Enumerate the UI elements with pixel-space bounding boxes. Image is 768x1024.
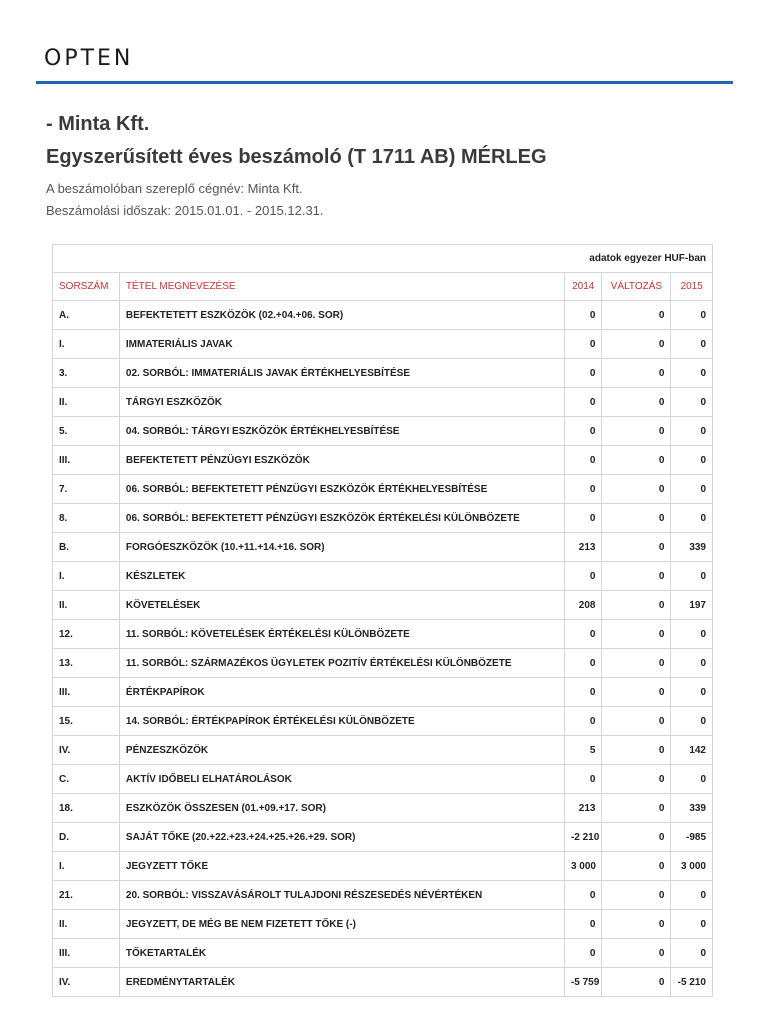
row-name: 04. SORBÓL: TÁRGYI ESZKÖZÖK ÉRTÉKHELYESBÍTÉSE xyxy=(119,417,564,446)
row-value-2014: -2 210 xyxy=(564,823,602,852)
row-change: 0 xyxy=(602,301,671,330)
row-value-2014: 0 xyxy=(564,649,602,678)
row-name: BEFEKTETETT ESZKÖZÖK (02.+04.+06. SOR) xyxy=(119,301,564,330)
table-row xyxy=(53,939,713,968)
row-value-2015: 0 xyxy=(671,678,713,707)
row-value-2015: 0 xyxy=(671,388,713,417)
table-row xyxy=(53,388,713,417)
table-row xyxy=(53,649,713,678)
row-change: 0 xyxy=(602,417,671,446)
row-name: 14. SORBÓL: ÉRTÉKPAPÍROK ÉRTÉKELÉSI KÜLÖNBÖZETE xyxy=(119,707,564,736)
row-value-2014: 0 xyxy=(564,620,602,649)
row-code: III. xyxy=(53,446,120,475)
row-change: 0 xyxy=(602,823,671,852)
header-change: VÁLTOZÁS xyxy=(602,273,671,301)
row-change: 0 xyxy=(602,968,671,997)
row-code: III. xyxy=(53,939,120,968)
header-year-2015: 2015 xyxy=(671,273,713,301)
row-value-2014: 0 xyxy=(564,330,602,359)
row-value-2015: 0 xyxy=(671,707,713,736)
row-change: 0 xyxy=(602,649,671,678)
row-value-2015: 0 xyxy=(671,649,713,678)
unit-note-row xyxy=(53,245,713,273)
row-value-2015: 0 xyxy=(671,359,713,388)
row-name: KÖVETELÉSEK xyxy=(119,591,564,620)
row-change: 0 xyxy=(602,388,671,417)
row-code: I. xyxy=(53,330,120,359)
header-year-2014: 2014 xyxy=(564,273,602,301)
table-row xyxy=(53,736,713,765)
row-name: IMMATERIÁLIS JAVAK xyxy=(119,330,564,359)
row-code: 5. xyxy=(53,417,120,446)
row-name: 20. SORBÓL: VISSZAVÁSÁROLT TULAJDONI RÉSZESEDÉS NÉVÉRTÉKEN xyxy=(119,881,564,910)
row-code: B. xyxy=(53,533,120,562)
row-change: 0 xyxy=(602,533,671,562)
row-name: TÁRGYI ESZKÖZÖK xyxy=(119,388,564,417)
row-change: 0 xyxy=(602,591,671,620)
table-row xyxy=(53,881,713,910)
row-code: II. xyxy=(53,910,120,939)
row-value-2014: 213 xyxy=(564,794,602,823)
row-value-2015: -985 xyxy=(671,823,713,852)
company-heading: - Minta Kft. xyxy=(46,113,150,135)
row-change: 0 xyxy=(602,852,671,881)
table-row xyxy=(53,823,713,852)
row-value-2014: 213 xyxy=(564,533,602,562)
row-value-2015: 0 xyxy=(671,330,713,359)
balance-sheet-table xyxy=(52,244,713,997)
row-name: 06. SORBÓL: BEFEKTETETT PÉNZÜGYI ESZKÖZÖK ÉRTÉKELÉSI KÜLÖNBÖZETE xyxy=(119,504,564,533)
table-row xyxy=(53,359,713,388)
row-change: 0 xyxy=(602,504,671,533)
row-value-2014: 0 xyxy=(564,678,602,707)
row-name: 06. SORBÓL: BEFEKTETETT PÉNZÜGYI ESZKÖZÖK ÉRTÉKHELYESBÍTÉSE xyxy=(119,475,564,504)
row-code: A. xyxy=(53,301,120,330)
row-name: TŐKETARTALÉK xyxy=(119,939,564,968)
row-value-2015: 0 xyxy=(671,881,713,910)
row-value-2015: 0 xyxy=(671,504,713,533)
row-value-2015: 0 xyxy=(671,446,713,475)
row-value-2015: 0 xyxy=(671,939,713,968)
row-value-2014: 3 000 xyxy=(564,852,602,881)
row-change: 0 xyxy=(602,562,671,591)
row-code: D. xyxy=(53,823,120,852)
row-value-2015: 0 xyxy=(671,620,713,649)
table-body xyxy=(53,301,713,997)
row-name: JEGYZETT, DE MÉG BE NEM FIZETETT TŐKE (-) xyxy=(119,910,564,939)
row-code: 12. xyxy=(53,620,120,649)
row-change: 0 xyxy=(602,707,671,736)
table-row xyxy=(53,968,713,997)
row-code: II. xyxy=(53,388,120,417)
row-code: I. xyxy=(53,852,120,881)
row-name: AKTÍV IDŐBELI ELHATÁROLÁSOK xyxy=(119,765,564,794)
row-value-2014: -5 759 xyxy=(564,968,602,997)
row-value-2015: 197 xyxy=(671,591,713,620)
company-name-line xyxy=(46,181,303,196)
opten-logo: OPTEN xyxy=(44,46,134,71)
row-change: 0 xyxy=(602,881,671,910)
row-value-2014: 0 xyxy=(564,562,602,591)
table-row xyxy=(53,707,713,736)
period-line xyxy=(46,203,324,218)
table-row xyxy=(53,475,713,504)
row-value-2014: 0 xyxy=(564,417,602,446)
table-row xyxy=(53,417,713,446)
row-code: III. xyxy=(53,678,120,707)
row-name: PÉNZESZKÖZÖK xyxy=(119,736,564,765)
row-value-2015: 0 xyxy=(671,417,713,446)
row-change: 0 xyxy=(602,620,671,649)
row-value-2015: 339 xyxy=(671,533,713,562)
row-value-2015: 142 xyxy=(671,736,713,765)
row-change: 0 xyxy=(602,939,671,968)
table-row xyxy=(53,533,713,562)
table-row xyxy=(53,765,713,794)
row-code: 13. xyxy=(53,649,120,678)
row-value-2015: 0 xyxy=(671,910,713,939)
row-name: ESZKÖZÖK ÖSSZESEN (01.+09.+17. SOR) xyxy=(119,794,564,823)
row-code: 8. xyxy=(53,504,120,533)
row-value-2015: 0 xyxy=(671,765,713,794)
table-header-row xyxy=(53,273,713,301)
row-value-2015: 0 xyxy=(671,562,713,591)
row-value-2014: 0 xyxy=(564,301,602,330)
row-code: 7. xyxy=(53,475,120,504)
row-code: 15. xyxy=(53,707,120,736)
table-row xyxy=(53,301,713,330)
row-value-2014: 0 xyxy=(564,707,602,736)
row-value-2014: 0 xyxy=(564,939,602,968)
row-value-2014: 0 xyxy=(564,881,602,910)
row-value-2015: -5 210 xyxy=(671,968,713,997)
row-value-2014: 0 xyxy=(564,388,602,417)
row-code: C. xyxy=(53,765,120,794)
row-change: 0 xyxy=(602,330,671,359)
row-name: BEFEKTETETT PÉNZÜGYI ESZKÖZÖK xyxy=(119,446,564,475)
row-name: 02. SORBÓL: IMMATERIÁLIS JAVAK ÉRTÉKHELYESBÍTÉSE xyxy=(119,359,564,388)
row-value-2014: 5 xyxy=(564,736,602,765)
row-name: FORGÓESZKÖZÖK (10.+11.+14.+16. SOR) xyxy=(119,533,564,562)
row-name: KÉSZLETEK xyxy=(119,562,564,591)
row-code: I. xyxy=(53,562,120,591)
row-code: 3. xyxy=(53,359,120,388)
row-value-2014: 0 xyxy=(564,475,602,504)
row-change: 0 xyxy=(602,446,671,475)
row-change: 0 xyxy=(602,359,671,388)
table-row xyxy=(53,852,713,881)
balance-sheet-table-wrap xyxy=(52,244,713,997)
row-value-2014: 0 xyxy=(564,359,602,388)
table-row xyxy=(53,330,713,359)
row-value-2015: 339 xyxy=(671,794,713,823)
row-change: 0 xyxy=(602,910,671,939)
row-change: 0 xyxy=(602,765,671,794)
row-code: 21. xyxy=(53,881,120,910)
row-value-2014: 0 xyxy=(564,765,602,794)
table-row xyxy=(53,620,713,649)
row-value-2014: 0 xyxy=(564,504,602,533)
row-change: 0 xyxy=(602,678,671,707)
row-value-2015: 3 000 xyxy=(671,852,713,881)
row-change: 0 xyxy=(602,475,671,504)
table-row xyxy=(53,794,713,823)
header-code: SORSZÁM xyxy=(53,273,120,301)
row-name: 11. SORBÓL: KÖVETELÉSEK ÉRTÉKELÉSI KÜLÖNBÖZETE xyxy=(119,620,564,649)
row-value-2014: 208 xyxy=(564,591,602,620)
row-name: ÉRTÉKPAPÍROK xyxy=(119,678,564,707)
row-value-2015: 0 xyxy=(671,301,713,330)
table-row xyxy=(53,910,713,939)
header-divider xyxy=(36,81,733,84)
table-row xyxy=(53,678,713,707)
row-value-2014: 0 xyxy=(564,910,602,939)
company-name-label: A beszámolóban szereplő cégnév: xyxy=(46,181,245,196)
row-code: IV. xyxy=(53,968,120,997)
row-change: 0 xyxy=(602,794,671,823)
row-name: EREDMÉNYTARTALÉK xyxy=(119,968,564,997)
row-value-2014: 0 xyxy=(564,446,602,475)
row-code: 18. xyxy=(53,794,120,823)
table-row xyxy=(53,591,713,620)
row-change: 0 xyxy=(602,736,671,765)
table-row xyxy=(53,562,713,591)
row-code: IV. xyxy=(53,736,120,765)
row-value-2015: 0 xyxy=(671,475,713,504)
unit-note: adatok egyezer HUF-ban xyxy=(53,245,713,273)
row-name: JEGYZETT TŐKE xyxy=(119,852,564,881)
page-title: Egyszerűsített éves beszámoló (T 1711 AB) MÉRLEG xyxy=(46,146,547,168)
table-row xyxy=(53,504,713,533)
period-value: 2015.01.01. - 2015.12.31. xyxy=(174,203,324,218)
table-row xyxy=(53,446,713,475)
row-name: 11. SORBÓL: SZÁRMAZÉKOS ÜGYLETEK POZITÍV ÉRTÉKELÉSI KÜLÖNBÖZETE xyxy=(119,649,564,678)
row-code: II. xyxy=(53,591,120,620)
period-label: Beszámolási időszak: xyxy=(46,203,171,218)
row-name: SAJÁT TŐKE (20.+22.+23.+24.+25.+26.+29. SOR) xyxy=(119,823,564,852)
company-name-value: Minta Kft. xyxy=(247,181,303,196)
header-name: TÉTEL MEGNEVEZÉSE xyxy=(119,273,564,301)
